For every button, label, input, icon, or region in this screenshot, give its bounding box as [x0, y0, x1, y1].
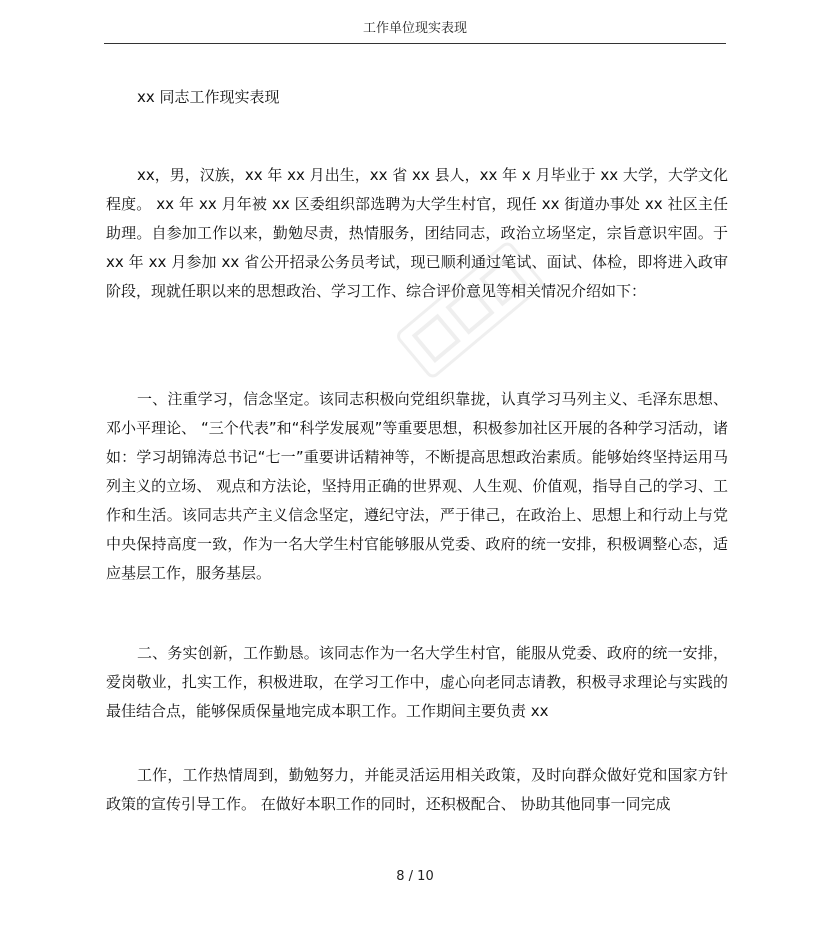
- paragraph-section-two: 二、务实创新，工作勤恳。该同志作为一名大学生村官，能服从党委、政府的统一安排，爱岗敬业，扎实工作，积极进取，在学习工作中，虚心向老同志请教，积极寻求理论与实践的最佳结合点，能够保质保量地完成本职工作。工作期间主要负责 xx: [106, 644, 728, 720]
- header-divider: [104, 43, 726, 44]
- paragraph-continuation: 工作，工作热情周到，勤勉努力，并能灵活运用相关政策，及时向群众做好党和国家方针政策的宣传引导工作。 在做好本职工作的同时，还积极配合、 协助其他同事一同完成: [106, 766, 728, 813]
- page-header-title: 工作单位现实表现: [362, 21, 467, 36]
- document-title: xx 同志工作现实表现: [137, 88, 280, 106]
- paragraph-section-one: 一、注重学习，信念坚定。该同志积极向党组织靠拢，认真学习马列主义、毛泽东思想、 邓小平理论、 “三个代表”和“科学发展观”等重要思想，积极参加社区开展的各种学习活动，诸如：学习胡锦涛总书记“七一”重要讲话精神等，不断提高思想政治素质。能够始终坚持运用马列主义的立场、 观点和方法论，坚持用正确的世界观、人生观、价值观，指导自己的学习、工作和生活。该同志共产主义信念坚定，遵纪守法，严于律己，在政治上、思想上和行动上与党中央保持高度一致，作为一名大学生村官能够服从党委、政府的统一安排，积极调整心态，适应基层工作，服务基层。: [106, 390, 728, 582]
- paragraph-intro: xx，男，汉族，xx 年 xx 月出生，xx 省 xx 县人，xx 年 x 月毕业于 xx 大学，大学文化程度。 xx 年 xx 月年被 xx 区委组织部选聘为大学生村官，现任 xx 街道办事处 xx 社区主任助理。自参加工作以来，勤勉尽责，热情服务，团结同志，政治立场坚定，宗旨意识牢固。于 xx 年 xx 月参加 xx 省公开招录公务员考试，现已顺利通过笔试、面试、体检，即将进入政审阶段，现就任职以来的思想政治、学习工作、综合评价意见等相关情况介绍如下：: [106, 166, 728, 300]
- page-number: 8 / 10: [396, 869, 434, 884]
